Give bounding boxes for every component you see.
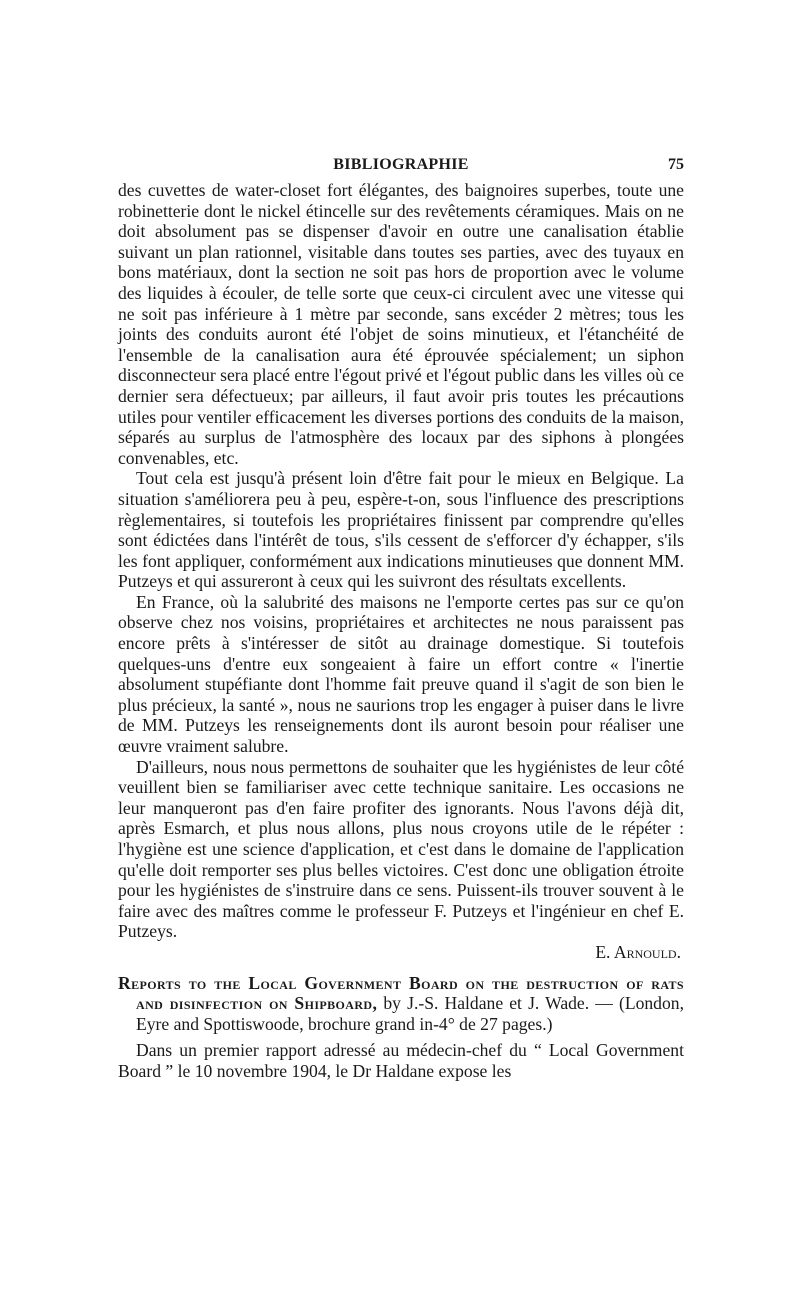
bibliographic-reference: [118, 973, 684, 1035]
body-paragraph: des cuvettes de water-closet fort élégantes, des baignoires superbes, toute une robinetterie dont le nickel étincelle sur des revêtements céramiques. Mais on ne doit absolument pas se dispenser d'avoir en outre une canalisation établie suivant un plan rationnel, visitable dans toutes ses parties, avec des tuyaux en bons matériaux, dont la section ne soit pas hors de proportion avec le volume des liquides à écouler, de telle sorte que ceux-ci circulent avec une vitesse qui ne soit pas inférieure à 1 mètre par seconde, sans excéder 2 mètres; tous les joints des conduits auront été l'objet de soins minutieux, et l'étanchéité de l'ensemble de la canalisation aura été éprouvée spécialement; un siphon disconnecteur sera placé entre l'égout privé et l'égout public dans les villes où ce dernier sera défectueux; par ailleurs, il faut avoir pris toutes les précautions utiles pour ventiler efficacement les diverses portions des conduits de la maison, séparés au surplus de l'atmosphère des locaux par des siphons à plongées convenables, etc.: [118, 180, 684, 468]
page-number: 75: [668, 156, 684, 173]
running-head: [118, 150, 684, 180]
author-signature: [118, 942, 684, 963]
signature-name: E. Arnould.: [595, 941, 681, 962]
book-page: [118, 150, 684, 1082]
reference-title: Reports to the Local Government Board on the destruction of rats and disinfection on Shipboard,: [118, 972, 684, 1014]
running-head-title: BIBLIOGRAPHIE: [333, 156, 469, 173]
body-paragraph: Tout cela est jusqu'à présent loin d'être fait pour le mieux en Belgique. La situation s'améliorera peu à peu, espère-t-on, sous l'influence des prescriptions règlementaires, si toutefois les propriétaires finissent par comprendre qu'elles sont édictées dans l'intérêt de tous, s'ils cessent de s'efforcer d'y échapper, s'ils les font appliquer, conformément aux indications minutieuses que donnent MM. Putzeys et qui assureront à ceux qui les suivront des résultats excellents.: [118, 468, 684, 592]
body-paragraph: Dans un premier rapport adressé au médecin-chef du “ Local Government Board ” le 10 novembre 1904, le Dr Haldane expose les: [118, 1040, 684, 1081]
reference-details: — (London, Eyre and Spottiswoode, brochure grand in-4° de 27 pages.): [136, 993, 684, 1034]
body-paragraph: En France, où la salubrité des maisons ne l'emporte certes pas sur ce qu'on observe chez nos voisins, propriétaires et architectes ne nous paraissent pas encore prêts à s'intéresser de sitôt au drainage domestique. Si toutefois quelques-uns d'entre eux songeaient à faire un effort contre « l'inertie absolument stupéfiante dont l'homme fait preuve quand il s'agit de son bien le plus précieux, la santé », nous ne saurions trop les engager à puiser dans le livre de MM. Putzeys les renseignements dont ils auront besoin pour réaliser une œuvre vraiment salubre.: [118, 591, 684, 757]
reference-authors: by J.-S. Haldane et J. Wade.: [377, 993, 590, 1014]
body-paragraph: D'ailleurs, nous nous permettons de souhaiter que les hygiénistes de leur côté veuillent bien se familiariser avec cette technique sanitaire. Les occasions ne leur manqueront pas d'en faire profiter des ignorants. Nous l'avons déjà dit, après Esmarch, et plus nous allons, plus nous croyons utile de le répéter : l'hygiène est une science d'application, et c'est dans le domaine de l'application qu'elle doit remporter ses plus belles victoires. C'est donc une obligation étroite pour les hygiénistes de s'instruire dans ce sens. Puissent-ils trouver souvent à le faire avec des maîtres comme le professeur F. Putzeys et l'ingénieur en chef E. Putzeys.: [118, 756, 684, 942]
